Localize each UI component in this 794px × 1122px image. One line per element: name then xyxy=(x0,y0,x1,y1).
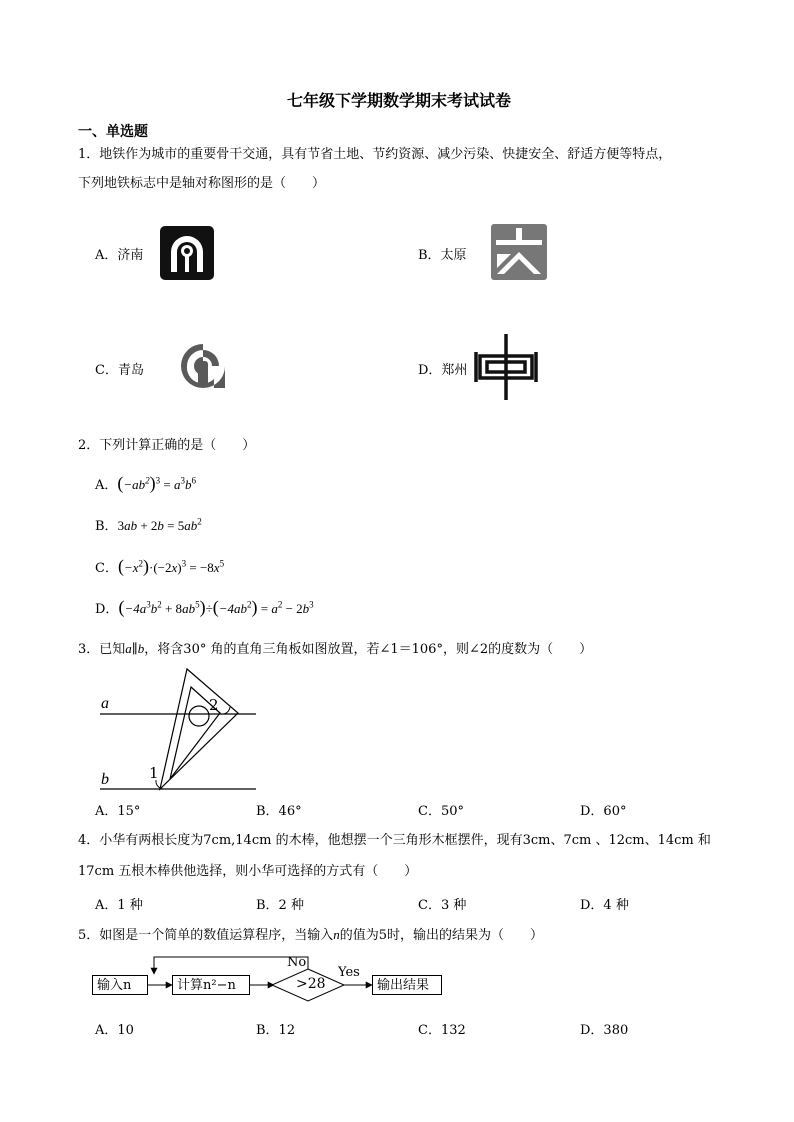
q4-option-a[interactable]: A．1 种 xyxy=(95,898,143,913)
q4-option-c[interactable]: C．3 种 xyxy=(418,898,467,913)
q5-stem xyxy=(78,925,543,946)
q5-option-a[interactable]: A．10 xyxy=(95,1023,134,1038)
q1-option-c[interactable]: C．青岛 xyxy=(95,363,144,378)
q2-option-d-label: D． xyxy=(95,602,119,617)
q2-option-c-label: C． xyxy=(95,561,118,576)
q2-option-a-label: A． xyxy=(95,478,118,493)
q3-stem-pre: 3．已知 xyxy=(78,642,126,657)
q2-option-a-expr: $(-ab^2)^3 = a^3b^6$ xyxy=(117,473,197,493)
q5-var: n xyxy=(333,927,340,942)
q4-option-d[interactable]: D．4 种 xyxy=(580,898,629,913)
q2-option-d[interactable] xyxy=(95,597,314,618)
q2-stem: 2．下列计算正确的是（ ） xyxy=(78,438,256,453)
q1-stem-line1: 1．地铁作为城市的重要骨干交通，具有节省土地、节约资源、减少污染、快捷安全、舒适方便等特点， xyxy=(78,147,672,162)
flow-condition-label: >28 xyxy=(296,976,326,992)
flow-output-label: 输出结果 xyxy=(377,978,430,993)
q3-option-c[interactable]: C．50° xyxy=(418,804,464,819)
jinan-metro-logo-icon xyxy=(160,226,214,280)
q3-label-angle2: 2 xyxy=(209,696,219,714)
q2-option-d-expr: $(-4a^3b^2 + 8ab^5)\div(-4ab^2) = a^2 - 2b^3$ xyxy=(118,597,314,617)
q2-option-a[interactable] xyxy=(95,473,196,494)
flow-compute-box xyxy=(172,975,250,995)
flow-compute-label: 计算n²−n xyxy=(177,978,236,993)
q1-option-d[interactable]: D．郑州 xyxy=(418,363,468,378)
triangle-hole xyxy=(189,706,209,726)
q5-option-c[interactable]: C．132 xyxy=(418,1023,466,1038)
q5-option-d[interactable]: D．380 xyxy=(580,1023,629,1038)
flow-no-label: No xyxy=(287,955,307,970)
q1-stem-line2: 下列地铁标志中是轴对称图形的是（ ） xyxy=(78,176,326,191)
q2-option-b-label: B． xyxy=(95,519,118,534)
q2-option-b-expr: $3ab + 2b = 5ab^2$ xyxy=(117,516,202,533)
q3-label-a: a xyxy=(101,695,109,712)
q3-parallel: a∥b xyxy=(125,641,145,656)
q1-option-b[interactable]: B．太原 xyxy=(418,248,467,263)
taiyuan-metro-logo-icon xyxy=(491,224,547,280)
flow-input-box xyxy=(92,975,148,995)
q4-stem-line1: 4．小华有两根长度为7cm,14cm 的木棒，他想摆一个三角形木框摆件，现有3cm、7cm 、12cm、14cm 和 xyxy=(78,833,711,848)
flow-input-label: 输入n xyxy=(97,978,132,993)
q2-option-c[interactable] xyxy=(95,556,224,577)
q3-stem-mid: ，将含30° 角的直角三角板如图放置，若∠1＝106°，则∠2的度数为（ ） xyxy=(144,642,593,657)
q3-stem xyxy=(78,639,592,660)
q3-option-d[interactable]: D．60° xyxy=(580,804,627,819)
q1-option-a[interactable]: A．济南 xyxy=(95,248,144,263)
qingdao-metro-logo-icon xyxy=(178,341,228,391)
q5-stem-pre: 5．如图是一个简单的数值运算程序，当输入 xyxy=(78,928,334,943)
q3-label-angle1: 1 xyxy=(149,764,159,782)
q5-stem-post: 的值为5时，输出的结果为（ ） xyxy=(339,928,544,943)
q3-option-a[interactable]: A．15° xyxy=(95,804,141,819)
q4-stem-line2: 17cm 五根木棒供他选择，则小华可选择的方式有（ ） xyxy=(78,864,418,879)
flow-output-box xyxy=(372,975,442,995)
angle2-arc xyxy=(224,707,230,714)
q2-option-c-expr: $(-x^2)\cdot(-2x)^3 = -8x^5$ xyxy=(117,556,225,576)
flow-yes-label: Yes xyxy=(338,965,360,980)
section-heading: 一、单选题 xyxy=(78,124,148,140)
q3-figure xyxy=(92,665,262,795)
zhengzhou-metro-logo-icon xyxy=(474,332,538,402)
q3-label-b: b xyxy=(101,771,109,788)
q2-option-b[interactable] xyxy=(95,515,202,534)
page-title: 七年级下学期数学期末考试试卷 xyxy=(287,91,512,110)
q5-option-b[interactable]: B．12 xyxy=(256,1023,296,1038)
q3-option-b[interactable]: B．46° xyxy=(256,804,302,819)
q4-option-b[interactable]: B．2 种 xyxy=(256,898,304,913)
